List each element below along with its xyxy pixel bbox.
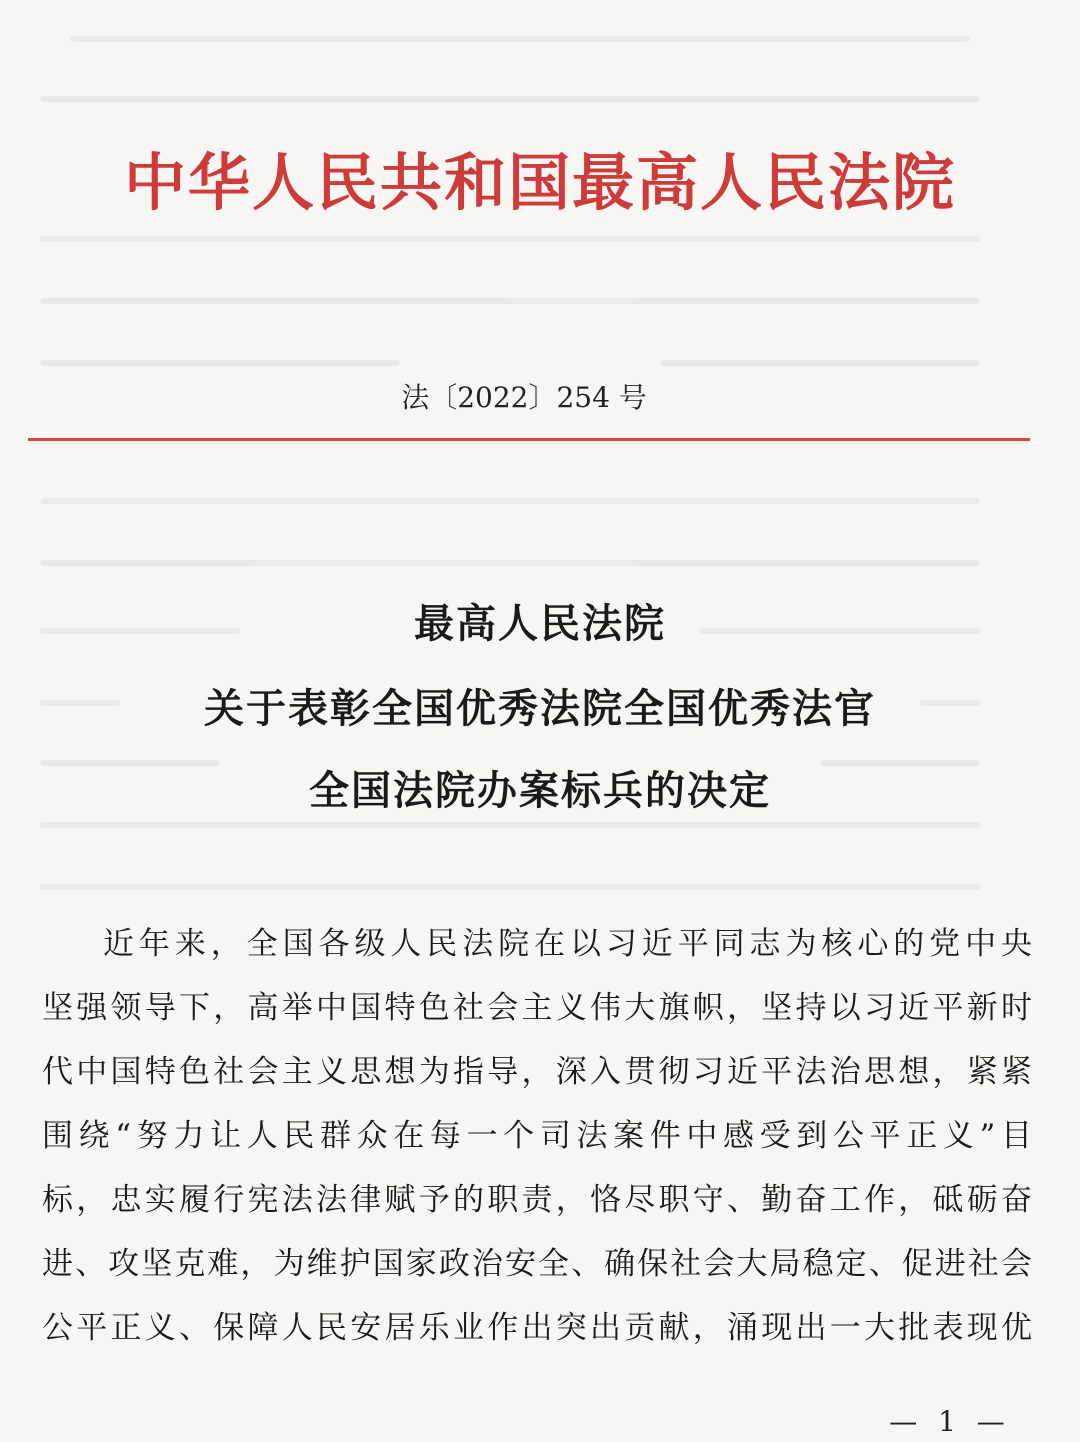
red-separator-rule <box>28 438 1030 441</box>
page-number: — 1 — <box>889 1405 1011 1438</box>
decision-title-line-3: 全国法院办案标兵的决定 <box>309 768 771 814</box>
body-text-line: 围绕“努力让人民群众在每一个司法案件中感受到公平正义”目 <box>42 1118 1032 1154</box>
body-text-line: 标，忠实履行宪法法律赋予的职责，恪尽职守、勤奋工作，砥砺奋 <box>42 1182 1032 1218</box>
document-number: 法〔2022〕254 号 <box>401 381 647 414</box>
decision-title-line-2: 关于表彰全国优秀法院全国优秀法官 <box>204 686 876 732</box>
body-text-line: 进、攻坚克难，为维护国家政治安全、确保社会大局稳定、促进社会 <box>42 1246 1032 1282</box>
body-text-line: 公平正义、保障人民安居乐业作出突出贡献，涌现出一大批表现优 <box>42 1310 1032 1346</box>
decision-title-line-1: 最高人民法院 <box>414 601 666 647</box>
body-text-line: 近年来，全国各级人民法院在以习近平同志为核心的党中央 <box>103 926 1032 962</box>
body-text-line: 代中国特色社会主义思想为指导，深入贯彻习近平法治思想，紧紧 <box>42 1054 1032 1090</box>
issuer-header-title: 中华人民共和国最高人民法院 <box>123 146 956 219</box>
body-text-line: 坚强领导下，高举中国特色社会主义伟大旗帜，坚持以习近平新时 <box>42 990 1032 1026</box>
